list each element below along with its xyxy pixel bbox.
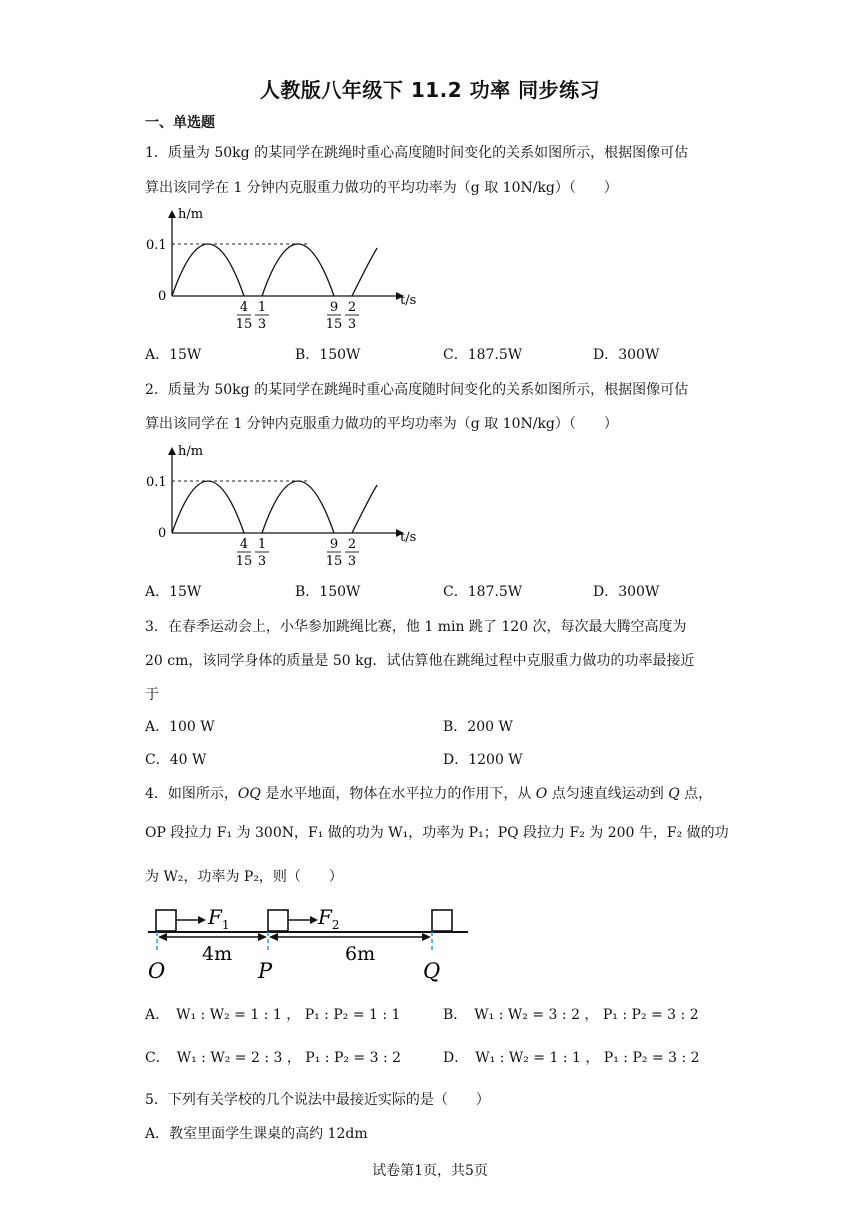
x-axis-label: t/s [400,293,417,308]
q1-text-line2: 算出该同学在 1 分钟内克服重力做功的平均功率为（g 取 10N/kg）（ ） [145,180,618,196]
y-tick-label: 0.1 [146,475,167,490]
jump-curve-2 [262,244,334,296]
q3-text-line3: 于 [145,687,159,703]
q4-option-b[interactable]: B． W₁ : W₂ = 3 : 2 ， P₁ : P₂ = 3 : 2 [443,1007,699,1023]
jump-curve-1 [172,244,244,296]
y-tick-label: 0.1 [146,238,167,253]
tick-denominator: 3 [257,554,267,569]
label-point-q: Q [423,959,441,983]
q3-option-c[interactable]: C．40 W [145,752,207,768]
tick-denominator: 3 [347,317,357,332]
q4-text-line3: 为 W₂，功率为 P₂，则（ ） [145,869,343,885]
q1-height-time-graph [140,204,430,334]
q3-option-d[interactable]: D．1200 W [443,752,523,768]
q1-text-line1: 1．质量为 50kg 的某同学在跳绳时重心高度随时间变化的关系如图所示，根据图像可估 [145,145,689,161]
label-distance-pq: 6m [345,943,376,965]
origin-label: 0 [158,526,167,541]
block-at-o [156,910,176,931]
tick-numerator: 4 [239,300,249,315]
tick-numerator: 9 [329,537,339,552]
q2-option-b[interactable]: B．150W [295,584,361,600]
jump-curve-1 [172,481,244,533]
q2-text-line2: 算出该同学在 1 分钟内克服重力做功的平均功率为（g 取 10N/kg）（ ） [145,416,618,432]
q2-option-d[interactable]: D．300W [593,584,660,600]
label-distance-op: 4m [202,943,233,965]
q2-option-c[interactable]: C．187.5W [443,584,523,600]
block-at-p [268,910,288,931]
label-f2: $F_2$ [318,905,340,932]
q4-text-line2: OP 段拉力 F₁ 为 300N，F₁ 做的功为 W₁，功率为 P₁；PQ 段拉力 F₂ 为 200 牛，F₂ 做的功 [145,825,729,841]
q1-option-b[interactable]: B．150W [295,347,361,363]
q2-height-time-graph [140,441,430,571]
origin-label: 0 [158,289,167,304]
page-title: 人教版八年级下 11.2 功率 同步练习 [259,78,601,102]
tick-denominator: 15 [325,317,343,332]
tick-numerator: 4 [239,537,249,552]
jump-curve-3 [352,248,377,296]
q1-option-d[interactable]: D．300W [593,347,660,363]
y-axis-label: h/m [178,207,204,222]
tick-denominator: 15 [325,554,343,569]
q3-text-line2: 20 cm，该同学身体的质量是 50 kg．试估算他在跳绳过程中克服重力做功的功率最接近 [145,653,695,669]
q5-text-line1: 5．下列有关学校的几个说法中最接近实际的是（ ） [145,1092,490,1108]
tick-denominator: 15 [235,317,253,332]
tick-denominator: 3 [347,554,357,569]
q2-text-line1: 2．质量为 50kg 的某同学在跳绳时重心高度随时间变化的关系如图所示，根据图像可估 [145,382,689,398]
q3-text-line1: 3．在春季运动会上，小华参加跳绳比赛，他 1 min 跳了 120 次，每次最大腾空高度为 [145,619,687,635]
x-axis-label: t/s [400,530,417,545]
q1-option-a[interactable]: A．15W [145,347,202,363]
tick-denominator: 3 [257,317,267,332]
q3-option-b[interactable]: B．200 W [443,719,513,735]
q5-option-a[interactable]: A．教室里面学生课桌的高约 12dm [145,1126,368,1142]
y-axis-label: h/m [178,444,204,459]
q4-option-a[interactable]: A． W₁ : W₂ = 1 : 1 ， P₁ : P₂ = 1 : 1 [145,1007,401,1023]
label-f1: $F_1$ [208,905,230,932]
section-heading: 一、单选题 [145,115,215,131]
q4-text-line1: 4．如图所示，OQ 是水平地面，物体在水平拉力的作用下，从 O 点匀速直线运动到 Q 点， [145,786,713,802]
tick-numerator: 1 [257,300,267,315]
q1-option-c[interactable]: C．187.5W [443,347,523,363]
jump-curve-3 [352,485,377,533]
q3-option-a[interactable]: A．100 W [145,719,215,735]
tick-numerator: 2 [347,300,357,315]
q4-option-d[interactable]: D． W₁ : W₂ = 1 : 1 ， P₁ : P₂ = 3 : 2 [443,1050,700,1066]
q2-option-a[interactable]: A．15W [145,584,202,600]
block-at-q [432,910,452,931]
jump-curve-2 [262,481,334,533]
tick-numerator: 9 [329,300,339,315]
tick-numerator: 2 [347,537,357,552]
tick-numerator: 1 [257,537,267,552]
label-point-o: O [148,959,166,983]
q4-option-c[interactable]: C． W₁ : W₂ = 2 : 3 ， P₁ : P₂ = 3 : 2 [145,1050,402,1066]
q4-motion-diagram [140,898,480,988]
tick-denominator: 15 [235,554,253,569]
label-point-p: P [258,959,273,983]
page-footer: 试卷第1页，共5页 [372,1163,488,1179]
